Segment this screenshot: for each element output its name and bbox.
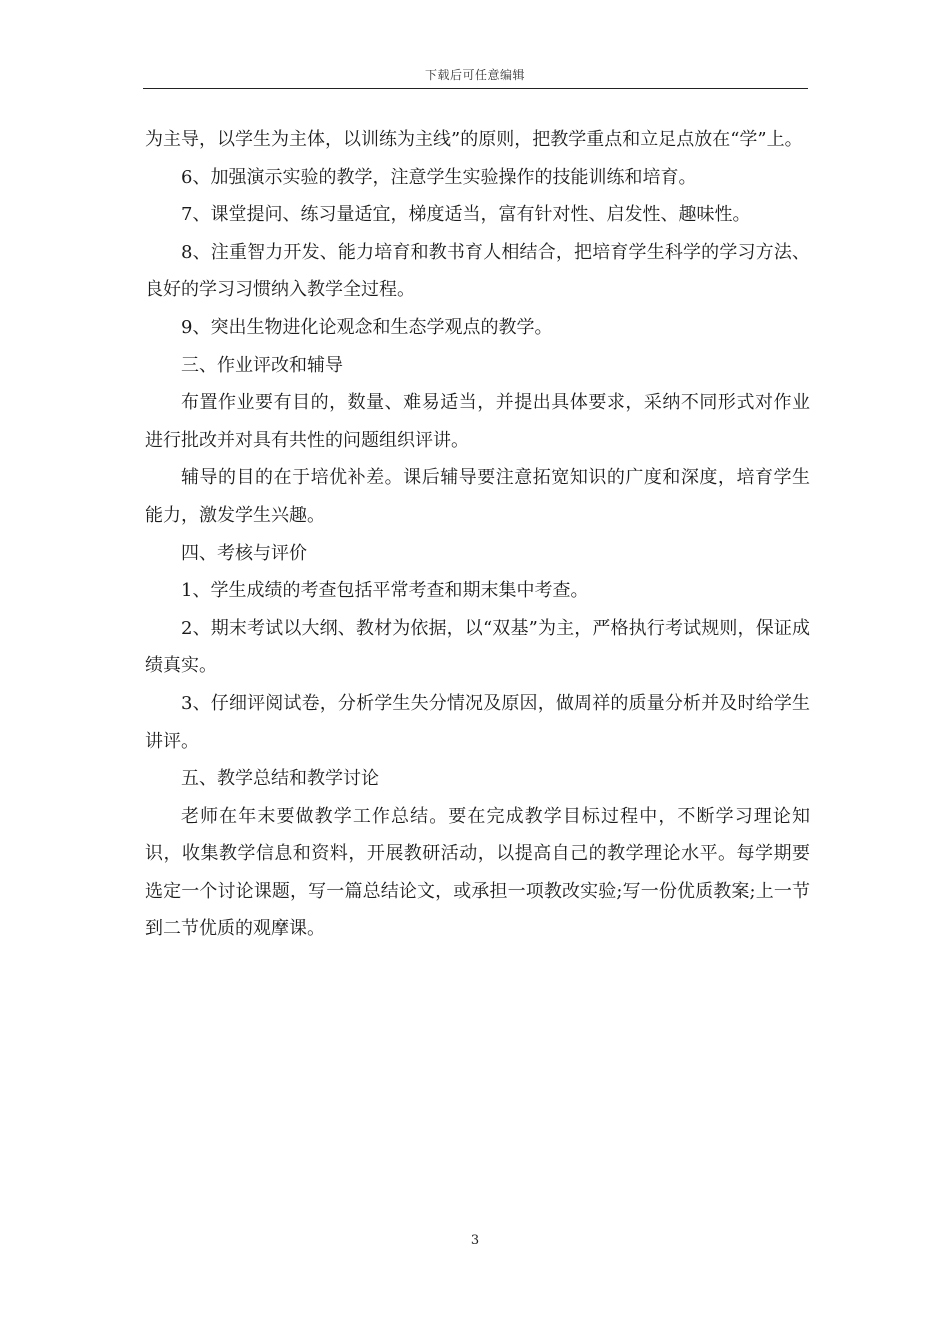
page-header: 下载后可任意编辑 (424, 68, 525, 82)
section-heading-3: 三、作业评改和辅导 (181, 354, 343, 376)
section-heading-4: 四、考核与评价 (181, 542, 307, 564)
paragraph-item-7: 7、课堂提问、练习量适宜，梯度适当，富有针对性、启发性、趣味性。 (181, 204, 751, 226)
paragraph-summary: 老师在年末要做教学工作总结。要在完成教学目标过程中，不断学习理论知识，收集教学信息和资料，开展教研活动，以提高自己的教学理论水平。每学期要选定一个讨论课题，写一篇总结论文，或承担一项教改实验;写一份优质教案;上一节到二节优质的观摩课。 (145, 805, 810, 940)
paragraph-item-6: 6、加强演示实验的教学，注意学生实验操作的技能训练和培育。 (181, 166, 697, 188)
paragraph-continuation: 为主导，以学生为主体，以训练为主线”的原则，把教学重点和立足点放在“学”上。 (145, 129, 803, 150)
paragraph-assessment-2: 2、期末考试以大纲、教材为依据，以“双基”为主，严格执行考试规则，保证成绩真实。 (145, 617, 810, 677)
paragraph-homework: 布置作业要有目的，数量、难易适当，并提出具体要求，采纳不同形式对作业进行批改并对具有共性的问题组织评讲。 (145, 392, 810, 451)
header-rule (143, 88, 808, 89)
paragraph-assessment-3: 3、仔细评阅试卷，分析学生失分情况及原因，做周祥的质量分析并及时给学生讲评。 (145, 692, 810, 752)
paragraph-tutoring: 辅导的目的在于培优补差。课后辅导要注意拓宽知识的广度和深度，培育学生能力，激发学生兴趣。 (145, 467, 810, 526)
paragraph-item-9: 9、突出生物进化论观念和生态学观点的教学。 (181, 316, 553, 338)
paragraph-assessment-1: 1、学生成绩的考查包括平常考查和期末集中考查。 (181, 580, 589, 602)
paragraph-item-8: 8、注重智力开发、能力培育和教书育人相结合，把培育学生科学的学习方法、良好的学习习惯纳入教学全过程。 (145, 241, 810, 301)
page-number: 3 (470, 1233, 480, 1248)
section-heading-5: 五、教学总结和教学讨论 (181, 768, 379, 790)
document-body (145, 121, 810, 948)
